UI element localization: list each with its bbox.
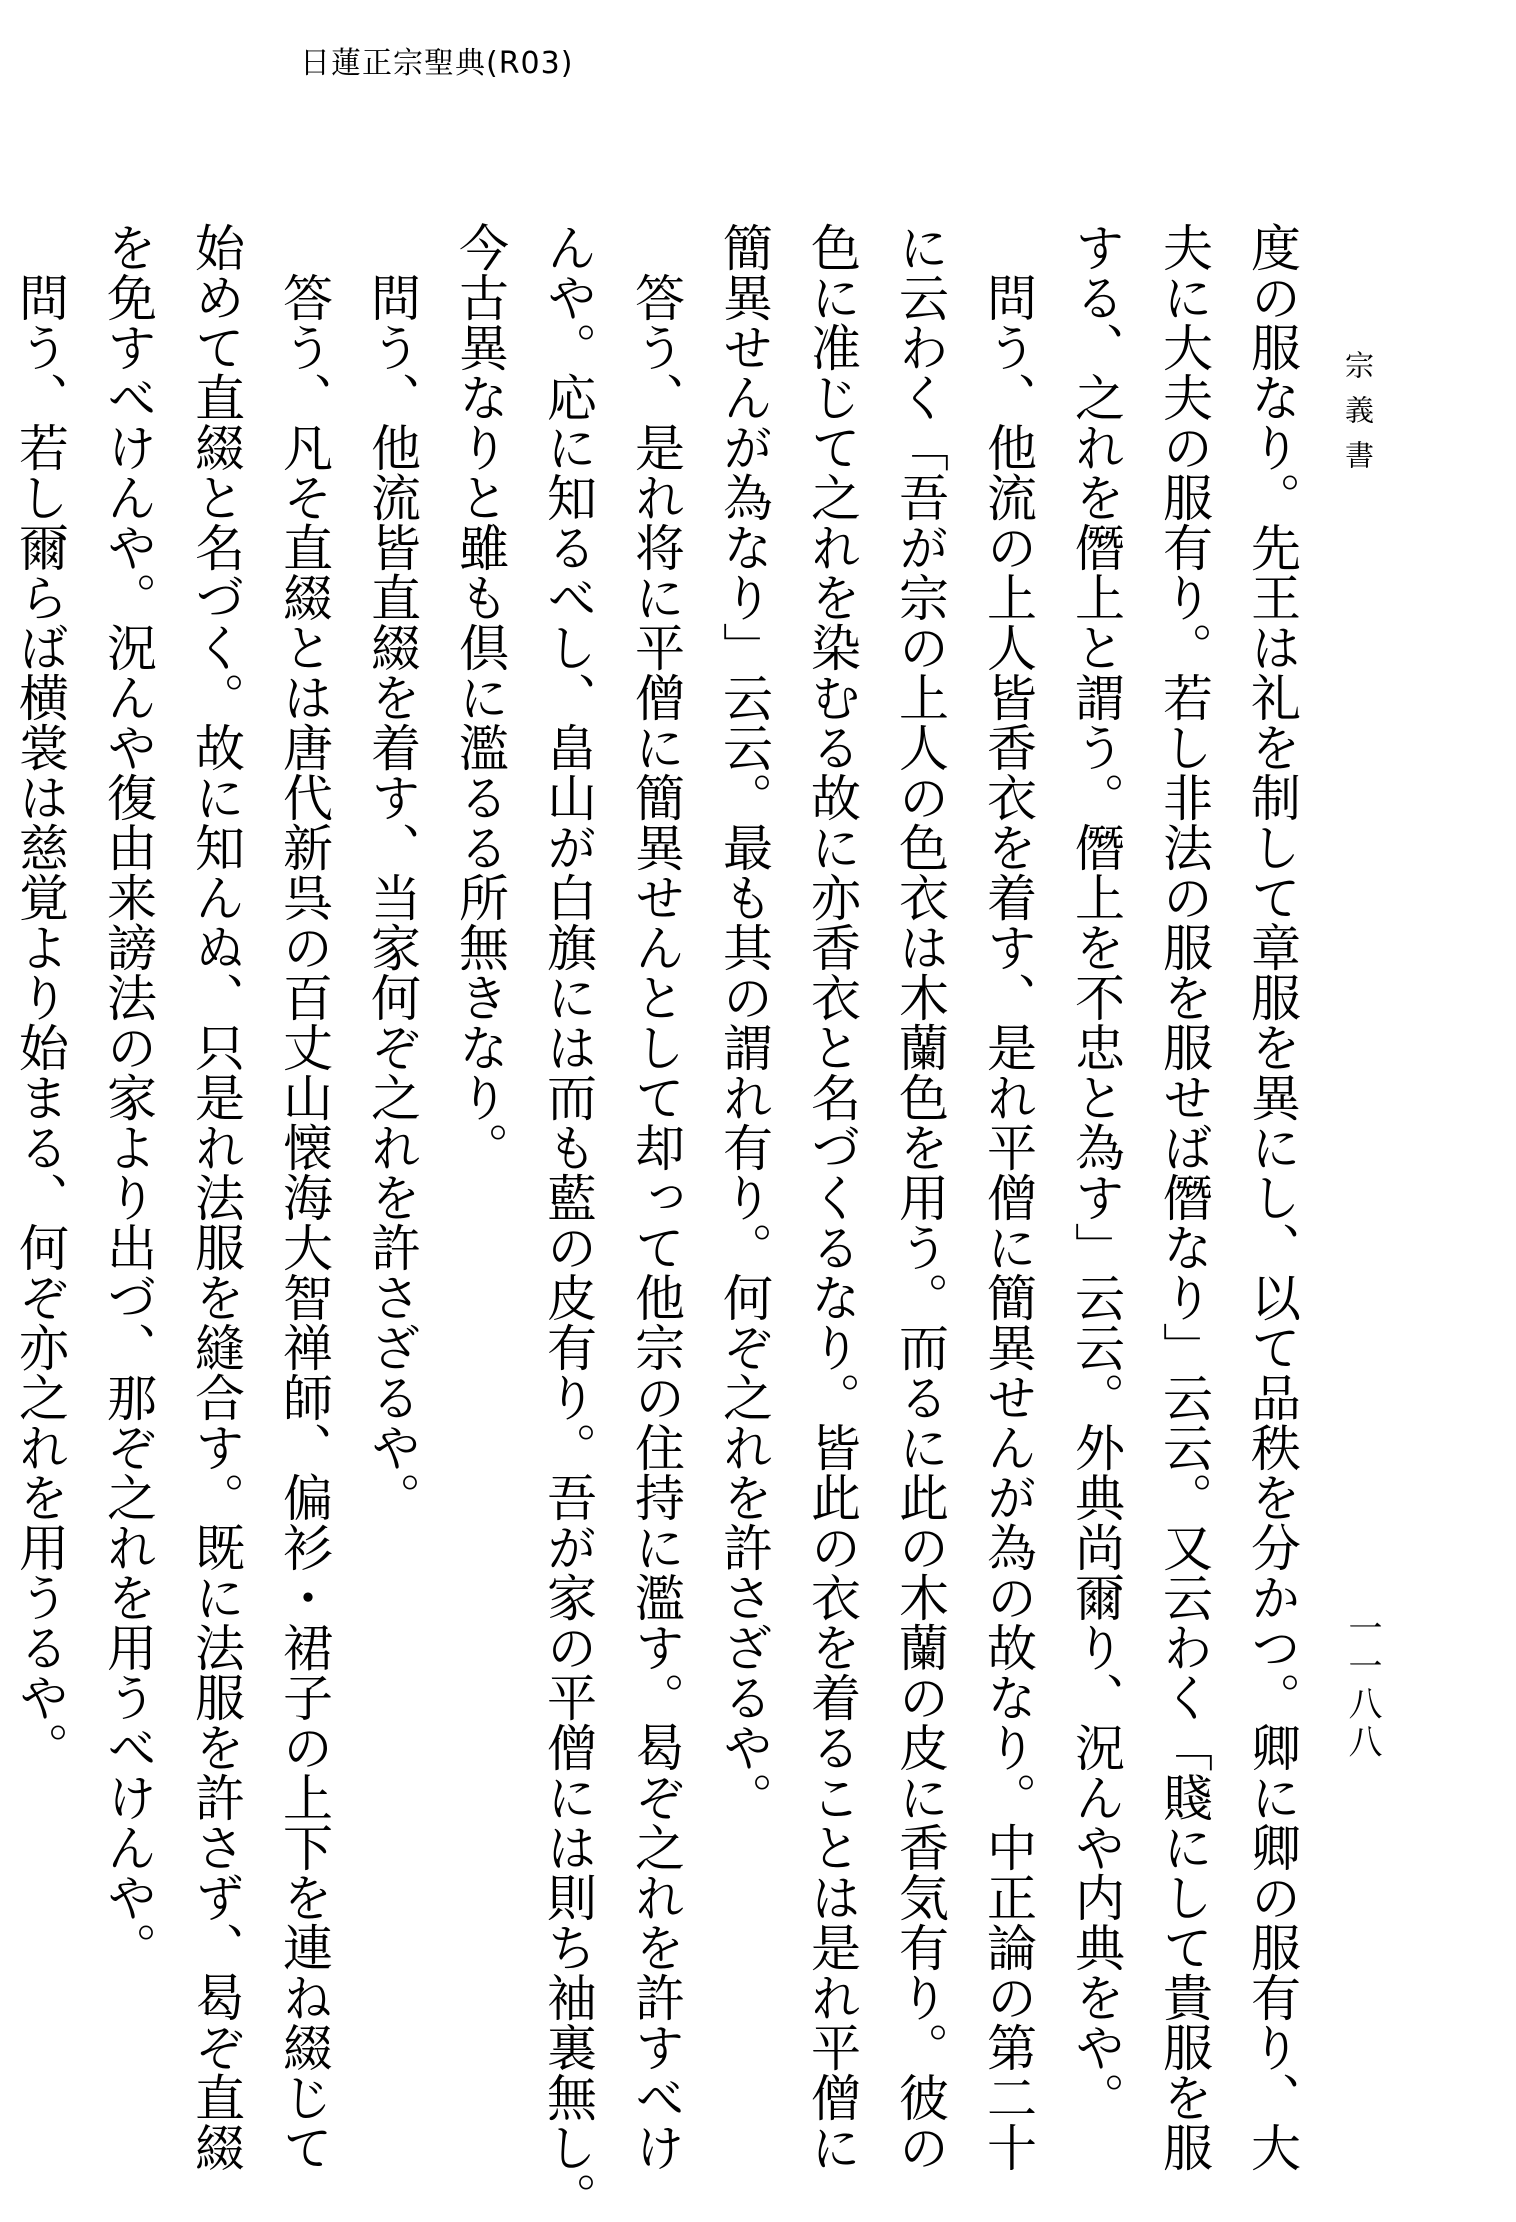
text-line: 問う、若し爾らば横裳は慈覚より始まる、何ぞ亦之れを用うるや。 [11, 272, 69, 1772]
book-title: 日蓮正宗聖典(R03) [300, 46, 574, 81]
text-line: に云わく「吾が宗の上人の色衣は木蘭色を用う。而るに此の木蘭の皮に香気有り。彼の [891, 222, 949, 2172]
text-line: 問う、他流皆直綴を着す、当家何ぞ之れを許さざるや。 [363, 272, 421, 1522]
text-line: 問う、他流の上人皆香衣を着す、是れ平僧に簡異せんが為の故なり。中正論の第二十 [979, 272, 1037, 2172]
text-line: 色に准じて之れを染むる故に亦香衣と名づくるなり。皆此の衣を着ることは是れ平僧に [803, 222, 861, 2172]
section-title: 宗義書 [1341, 350, 1375, 485]
text-line: 簡異せんが為なり」云云。最も其の謂れ有り。何ぞ之れを許さざるや。 [715, 222, 773, 1822]
text-line: 夫に大夫の服有り。若し非法の服を服せば僭なり」云云。又云わく「賤にして貴服を服 [1155, 222, 1213, 2172]
text-line: 答う、凡そ直綴とは唐代新呉の百丈山懐海大智禅師、偏衫・裙子の上下を連ね綴じて [275, 272, 333, 2172]
page-number: 一一八八 [1342, 1610, 1382, 1762]
text-line: 度の服なり。先王は礼を制して章服を異にし、以て品秩を分かつ。卿に卿の服有り、大 [1243, 222, 1301, 2172]
body-text [0, 222, 1316, 2222]
text-line: んや。応に知るべし、畠山が白旗には而も藍の皮有り。吾が家の平僧には則ち袖裏無し。 [539, 222, 597, 2222]
text-line: 今古異なりと雖も倶に濫るる所無きなり。 [451, 222, 509, 1172]
text-line: する、之れを僭上と謂う。僭上を不忠と為す」云云。外典尚爾り、況んや内典をや。 [1067, 222, 1125, 2122]
text-line: を免すべけんや。況んや復由来謗法の家より出づ、那ぞ之れを用うべけんや。 [99, 222, 157, 1972]
text-line: 始めて直綴と名づく。故に知んぬ、只是れ法服を縫合す。既に法服を許さず、曷ぞ直綴 [187, 222, 245, 2172]
text-line: 答う、是れ将に平僧に簡異せんとして却って他宗の住持に濫す。曷ぞ之れを許すべけ [627, 272, 685, 2172]
